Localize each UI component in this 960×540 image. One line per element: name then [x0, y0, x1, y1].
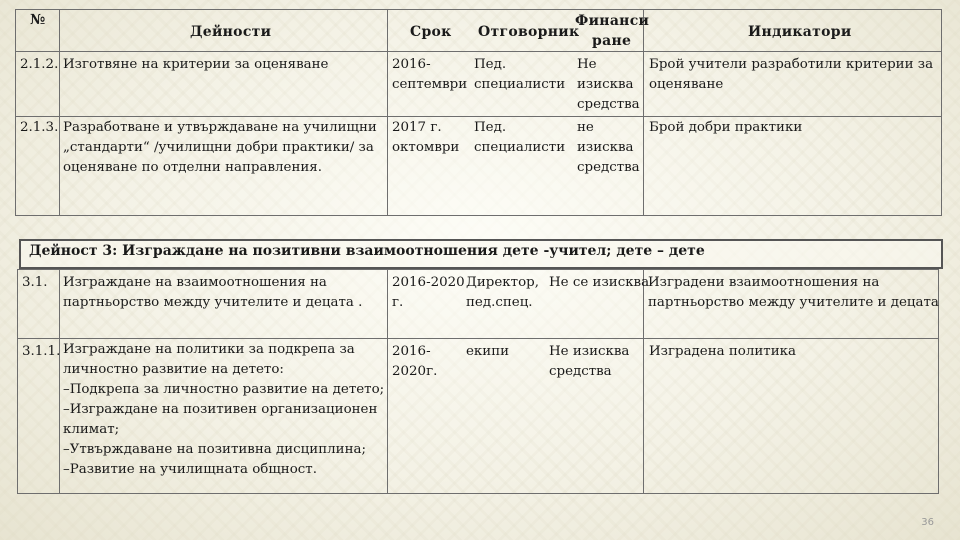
row-number: 3.1.: [22, 275, 48, 290]
table-2-col-divider: [643, 269, 644, 494]
header-finance: ране: [592, 33, 632, 49]
header-finance: Финанси: [575, 13, 650, 29]
term-text: 2017 г.: [392, 120, 442, 135]
finance-text: изисква: [577, 140, 634, 155]
section-title: [19, 239, 943, 269]
header-term: Срок: [410, 24, 452, 40]
term-text: 2016-2020: [392, 275, 465, 290]
finance-text: средства: [577, 97, 640, 112]
activity-text: климат;: [63, 422, 120, 437]
table-1-row-divider: [15, 116, 942, 117]
responsible-text: специалисти: [474, 77, 566, 92]
indicator-text: оценяване: [649, 77, 724, 92]
finance-text: Не изисква: [549, 344, 630, 359]
activity-text: Изграждане на политики за подкрепа за: [63, 342, 355, 357]
table-2-row-divider: [17, 338, 939, 339]
header-indicators: Индикатори: [748, 24, 852, 40]
term-text: г.: [392, 295, 404, 310]
responsible-text: екипи: [466, 344, 510, 359]
activity-text: оценяване по отделни направления.: [63, 160, 323, 175]
indicator-text: Изградена политика: [649, 344, 796, 359]
indicator-text: Изградени взаимоотношения на: [648, 275, 880, 290]
page-number: 36: [921, 517, 934, 528]
row-number: 2.1.3.: [20, 120, 59, 135]
row-number: 3.1.1.: [22, 344, 61, 359]
header-number: №: [30, 12, 46, 28]
activity-text: –Развитие на училищната общност.: [63, 462, 317, 477]
table-1-col-divider: [59, 9, 60, 216]
table-1-col-divider: [387, 9, 388, 216]
activity-text: Изготвяне на критерии за оценяване: [63, 57, 329, 72]
activity-text: –Утвърждаване на позитивна дисциплина;: [63, 442, 366, 457]
responsible-text: специалисти: [474, 140, 566, 155]
activity-text: „стандарти“ /училищни добри практики/ за: [63, 140, 374, 155]
activity-text: личностно развитие на детето:: [63, 362, 284, 377]
term-text: септември: [392, 77, 468, 92]
indicator-text: Брой учители разработили критерии за: [649, 57, 934, 72]
activity-text: –Изграждане на позитивен организационен: [63, 402, 378, 417]
activity-text: –Подкрепа за личностно развитие на детето;: [63, 382, 385, 397]
responsible-text: Пед.: [474, 120, 507, 135]
header-activities: Дейности: [190, 24, 272, 40]
responsible-text: Пед.: [474, 57, 507, 72]
finance-text: Не се изисква: [549, 275, 650, 290]
section-title-text: Дейност 3: Изграждане на позитивни взаимоотношения дете -учител; дете – дете: [29, 243, 705, 259]
table-1-header-divider: [15, 51, 942, 52]
finance-text: изисква: [577, 77, 634, 92]
finance-text: средства: [549, 364, 612, 379]
activity-text: Разработване и утвърждаване на училищни: [63, 120, 377, 135]
header-responsible: Отговорник: [478, 24, 580, 40]
row-number: 2.1.2.: [20, 57, 59, 72]
table-2-col-divider: [59, 269, 60, 494]
responsible-text: пед.спец.: [466, 295, 533, 310]
term-text: 2020г.: [392, 364, 438, 379]
indicator-text: Брой добри практики: [649, 120, 803, 135]
term-text: октомври: [392, 140, 460, 155]
activity-text: Изграждане на взаимоотношения на: [63, 275, 327, 290]
finance-text: Не: [577, 57, 597, 72]
responsible-text: Директор,: [466, 275, 539, 290]
table-1-col-divider: [643, 9, 644, 216]
term-text: 2016-: [392, 344, 431, 359]
finance-text: средства: [577, 160, 640, 175]
finance-text: не: [577, 120, 594, 135]
indicator-text: партньорство между учителите и децата: [648, 295, 939, 310]
table-2-col-divider: [387, 269, 388, 494]
activity-text: партньорство между учителите и децата .: [63, 295, 363, 310]
term-text: 2016-: [392, 57, 431, 72]
